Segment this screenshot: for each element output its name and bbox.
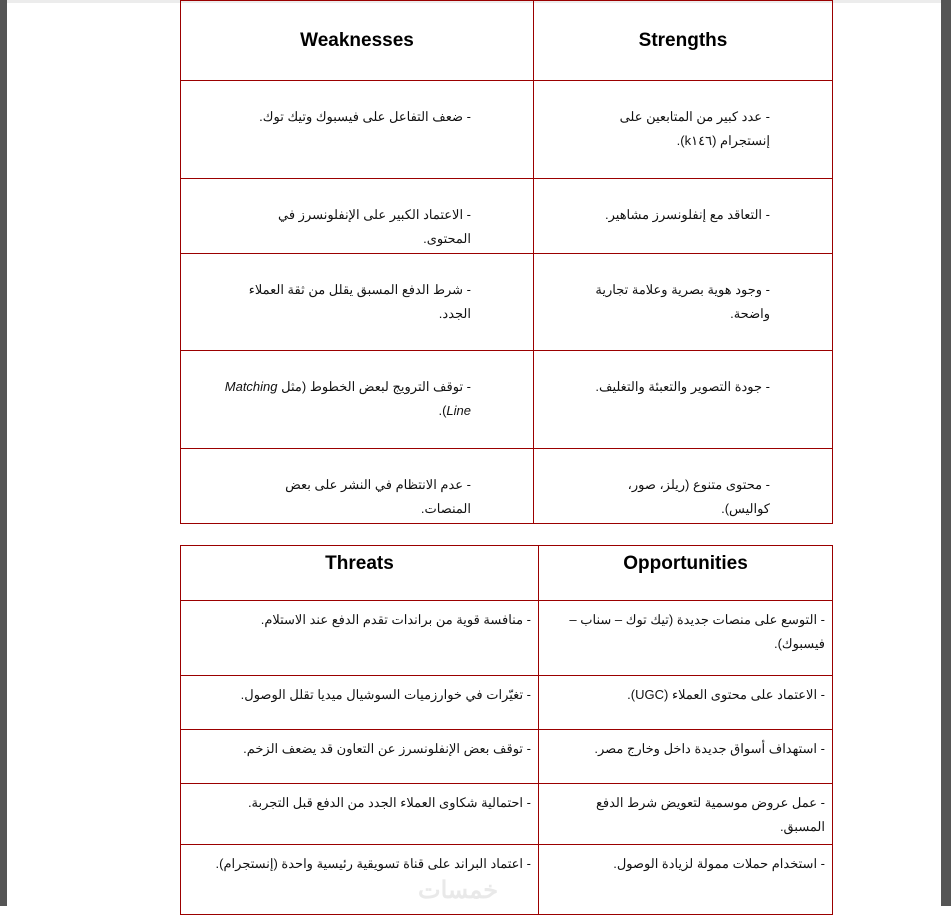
weaknesses-header: Weaknesses [181, 1, 534, 81]
strength-cell: - وجود هوية بصرية وعلامة تجارية واضحة. [534, 254, 833, 351]
weakness-cell: - ضعف التفاعل على فيسبوك وتيك توك. [181, 81, 534, 179]
table-row [181, 845, 833, 915]
table-row [181, 179, 833, 254]
weakness-cell: - الاعتماد الكبير على الإنفلونسرز في المحتوى. [181, 179, 534, 254]
threats-header: Threats [181, 546, 539, 601]
opportunity-cell: - استخدام حملات ممولة لزيادة الوصول. [539, 845, 833, 915]
strengths-header: Strengths [534, 1, 833, 81]
strength-cell: - محتوى متنوع (ريلز، صور، كواليس). [534, 449, 833, 524]
table-row [181, 351, 833, 449]
table-row [181, 254, 833, 351]
threat-cell: - تغيّرات في خوارزميات السوشيال ميديا تقلل الوصول. [181, 676, 539, 730]
opportunities-header: Opportunities [539, 546, 833, 601]
opportunities-threats-table [180, 545, 833, 915]
table-header-row [181, 546, 833, 601]
strength-cell: - جودة التصوير والتعبئة والتغليف. [534, 351, 833, 449]
table-row [181, 601, 833, 676]
table-row [181, 784, 833, 845]
weakness-cell: - عدم الانتظام في النشر على بعض المنصات. [181, 449, 534, 524]
strength-cell: - التعاقد مع إنفلونسرز مشاهير. [534, 179, 833, 254]
opportunity-cell: - عمل عروض موسمية لتعويض شرط الدفع المسبق. [539, 784, 833, 845]
table-row [181, 730, 833, 784]
weakness-text-end: ). [438, 403, 447, 418]
weakness-cell: - شرط الدفع المسبق يقلل من ثقة العملاء الجدد. [181, 254, 534, 351]
table-header-row [181, 1, 833, 81]
threat-cell: - منافسة قوية من براندات تقدم الدفع عند الاستلام. [181, 601, 539, 676]
table-row [181, 676, 833, 730]
scrollbar-track[interactable] [941, 0, 951, 906]
table-row [181, 81, 833, 179]
watermark-logo: خمسات [418, 877, 499, 904]
weakness-english-term: Matching Line [224, 379, 471, 418]
strengths-weaknesses-table [180, 0, 833, 524]
weakness-cell [181, 351, 534, 449]
threat-cell: - اعتماد البراند على قناة تسويقية رئيسية واحدة (إنستجرام). [181, 845, 539, 915]
window-edge-left [0, 0, 7, 906]
threat-cell: - احتمالية شكاوى العملاء الجدد من الدفع قبل التجربة. [181, 784, 539, 845]
opportunity-cell: - الاعتماد على محتوى العملاء (UGC). [539, 676, 833, 730]
opportunity-cell: - استهداف أسواق جديدة داخل وخارج مصر. [539, 730, 833, 784]
threat-cell: - توقف بعض الإنفلونسرز عن التعاون قد يضعف الزخم. [181, 730, 539, 784]
opportunity-cell: - التوسع على منصات جديدة (تيك توك – سناب – فيسبوك). [539, 601, 833, 676]
strength-cell: - عدد كبير من المتابعين على إنستجرام (k١٤٦). [534, 81, 833, 179]
weakness-text: - توقف الترويج لبعض الخطوط (مثل [281, 379, 471, 394]
table-row [181, 449, 833, 524]
